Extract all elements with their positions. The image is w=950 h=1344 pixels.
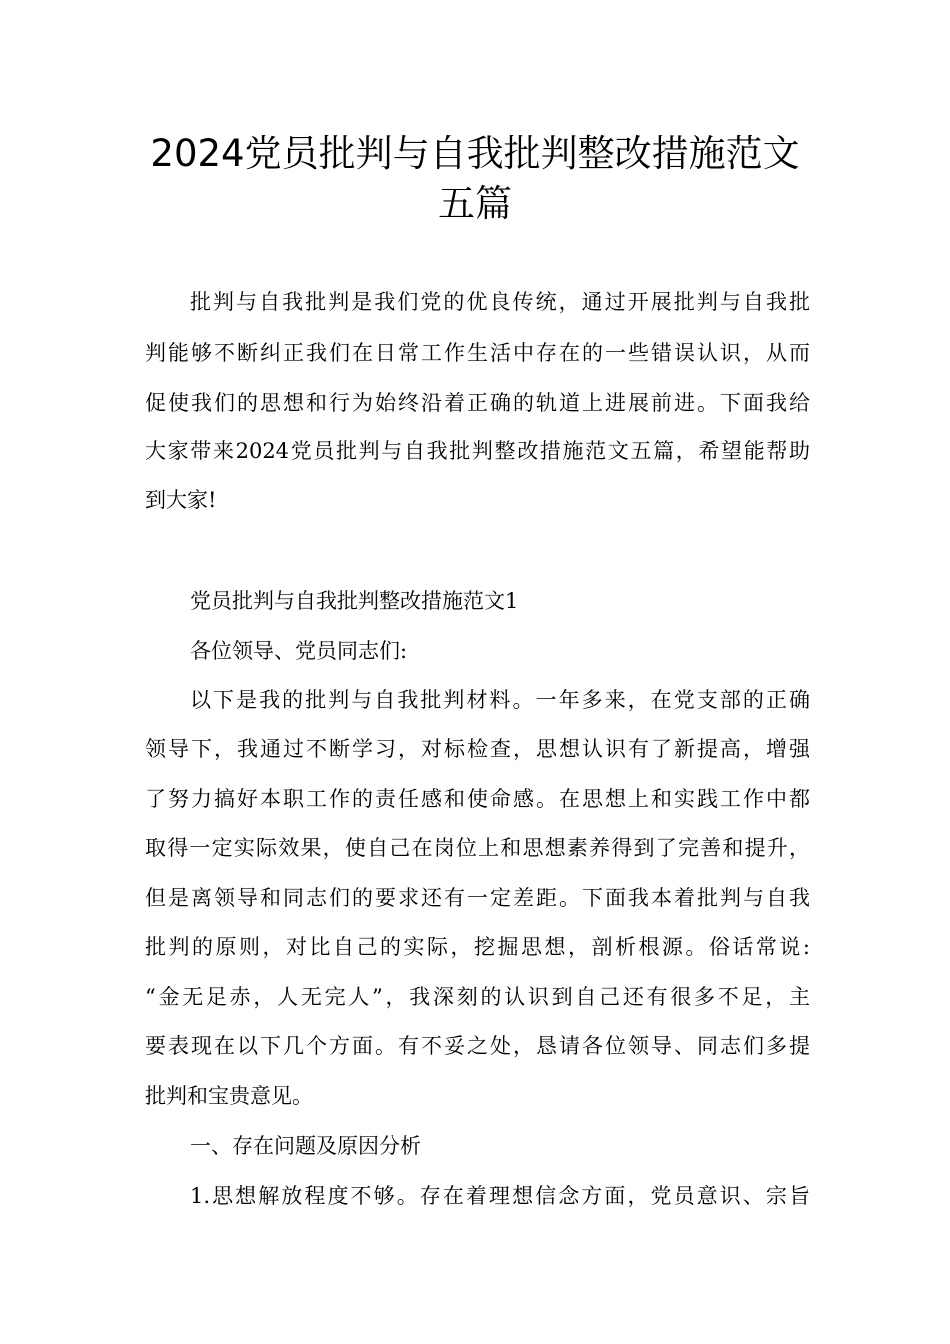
heading-problems: 一、存在问题及原因分析 (190, 1134, 421, 1158)
point-1: 1.思想解放程度不够。存在着理想信念方面，党员意识、宗旨 (190, 1184, 810, 1208)
section-title: 党员批判与自我批判整改措施范文1 (190, 589, 519, 613)
intro-line-5: 到大家! (145, 488, 217, 512)
body-line-7: “金无足赤，人无完人”，我深刻的认识到自己还有很多不足，主 (145, 985, 810, 1009)
document-title-line-2: 五篇 (438, 182, 512, 225)
document-title-line-1: 2024党员批判与自我批判整改措施范文 (150, 132, 800, 175)
body-line-8: 要表现在以下几个方面。有不妥之处，恳请各位领导、同志们多提 (145, 1034, 810, 1058)
intro-line-3: 促使我们的思想和行为始终沿着正确的轨道上进展前进。下面我给 (145, 391, 810, 415)
body-line-3: 了努力搞好本职工作的责任感和使命感。在思想上和实践工作中都 (145, 787, 810, 811)
body-line-1: 以下是我的批判与自我批判材料。一年多来，在党支部的正确 (190, 688, 810, 712)
body-line-5: 但是离领导和同志们的要求还有一定差距。下面我本着批判与自我 (145, 886, 810, 910)
salutation: 各位领导、党员同志们: (190, 639, 408, 663)
intro-line-4: 大家带来2024党员批判与自我批判整改措施范文五篇，希望能帮助 (145, 439, 810, 463)
intro-line-1: 批判与自我批判是我们党的优良传统，通过开展批判与自我批 (190, 290, 810, 314)
intro-line-2: 判能够不断纠正我们在日常工作生活中存在的一些错误认识，从而 (145, 341, 810, 365)
body-line-9: 批判和宝贵意见。 (145, 1084, 313, 1108)
body-line-6: 批判的原则，对比自己的实际，挖掘思想，剖析根源。俗话常说: (145, 935, 810, 959)
body-line-2: 领导下，我通过不断学习，对标检查，思想认识有了新提高，增强 (145, 737, 810, 761)
body-line-4: 取得一定实际效果，使自己在岗位上和思想素养得到了完善和提升， (145, 836, 810, 860)
